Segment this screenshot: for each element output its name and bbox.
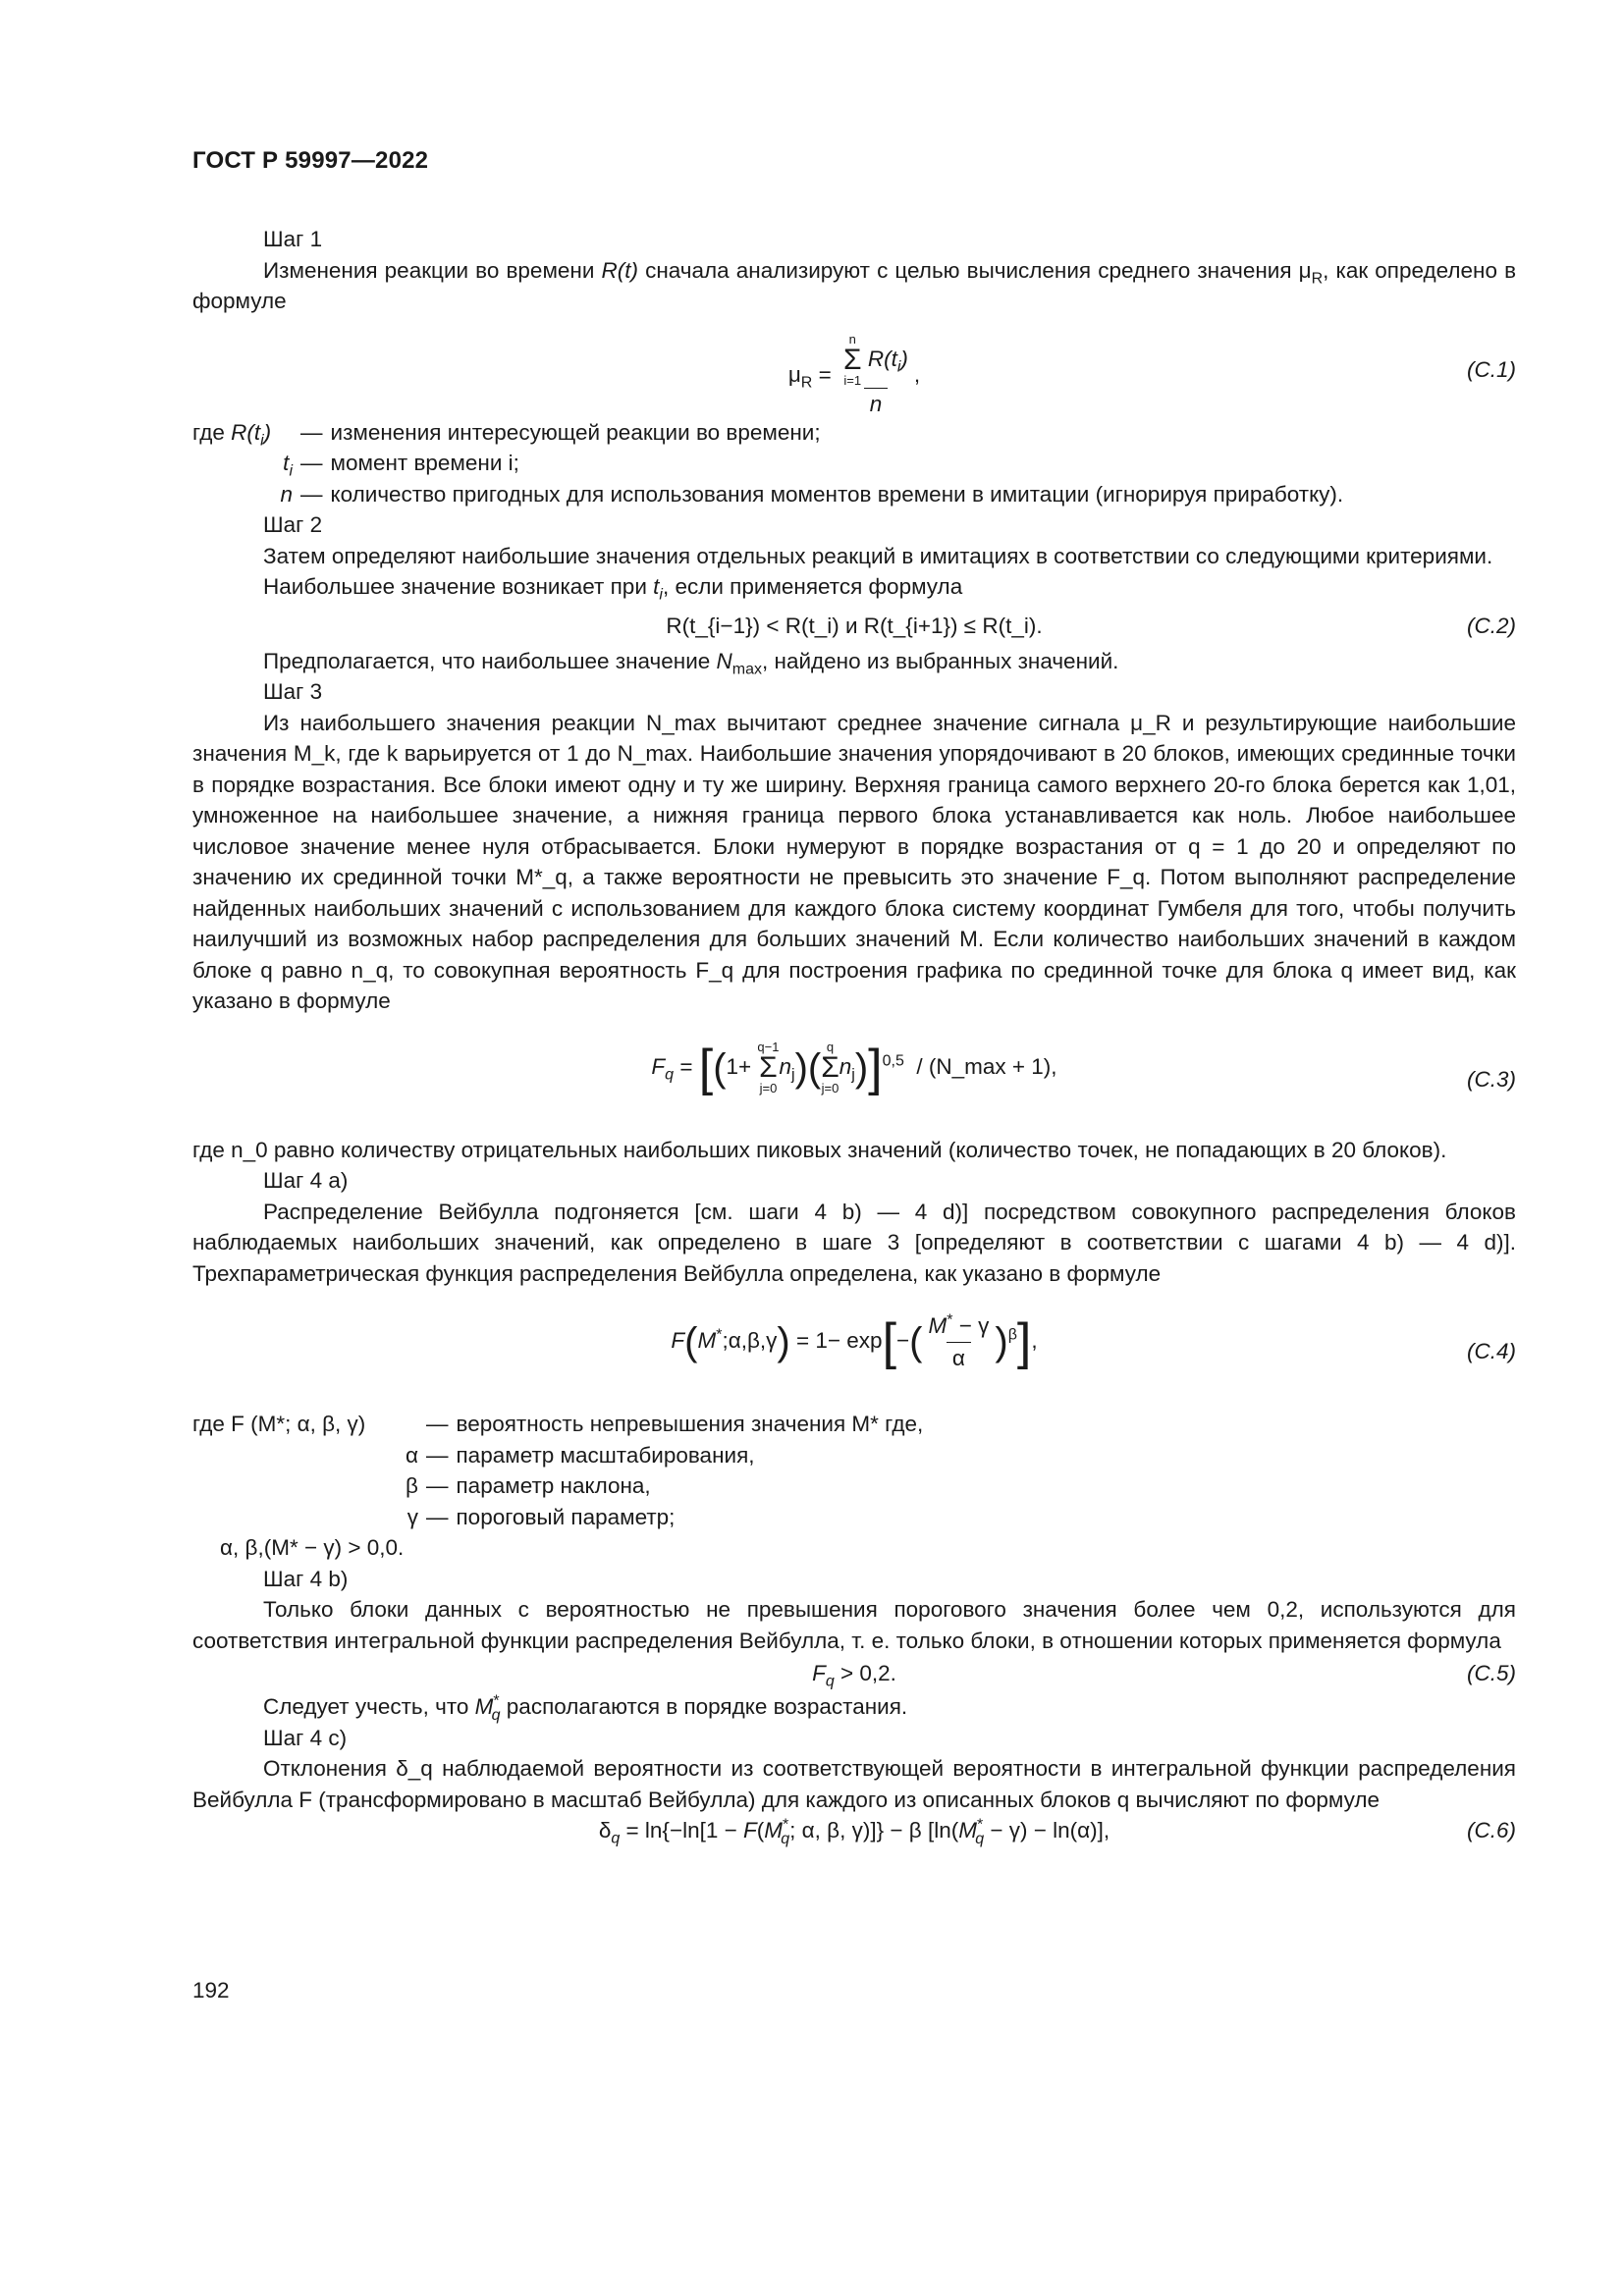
step1-title: Шаг 1 [263, 227, 323, 251]
formula-label: (С.3) [1467, 1066, 1516, 1092]
formula-c1: $\mu_R$ = n Σ i=1 $R(t_i)$ n , (С.1) [192, 327, 1516, 413]
step1-text: Изменения реакции во времени R(t) сначала анализируют с целью вычисления среднего значения $\mu_R$, как определено в формуле [192, 257, 1517, 313]
definition-row: где F (M*; α, β, γ) — вероятность непревышения значения M* где, [192, 1412, 924, 1436]
step2-text: Затем определяют наибольшие значения отдельных реакций в имитациях в соответствии со следующими критериями. [263, 543, 1493, 568]
definition-row: γ — пороговый параметр; [406, 1504, 676, 1529]
formula-c2-expr: R(t_{i−1}) < R(t_i) и R(t_{i+1}) ≤ R(t_i). [666, 613, 1043, 638]
document-body [192, 224, 1516, 1850]
formula-c4: F(M*;α,β,γ) = 1− exp[−( $\frac{M^* - \gamma}{\alpha}$ )$^\beta$], (С.4) [192, 1297, 1516, 1399]
after-c2: Предполагается, что наибольшее значение $N_{max}$, найдено из выбранных значений. [263, 648, 1119, 677]
step4c-title: Шаг 4 с) [263, 1725, 348, 1750]
step3-text: Из наибольшего значения реакции N_max вычитают среднее значение сигнала μ_R и результирующие наибольшие значения M_k, где k варьируется от 1 до N_max. Наибольшие значения упорядочивают в 20 блоков, имеющих срединные точки в порядке возрастания. Все блоки имеют одну и ту же ширину. Верхняя граница самого верхнего 20-го блока берется как 1,01, умноженное на наибольшее значение, а нижняя граница первого блока устанавливается как ноль. Любое наибольшее числовое значение менее нуля отбрасывается. Блоки нумеруют в порядке возрастания от q = 1 до 20 и определяют по значению их срединной точки M*_q, а также вероятности не превысить это значение F_q. Потом выполняют распределение найденных наибольших значений с использованием для каждого блока систему координат Гумбеля для того, чтобы получить наилучший из возможных набор распределения для больших значений M. Если количество наибольших значений в каждом блоке q равно n_q, то совокупная вероятность F_q для построения графика по срединной точке для блока q имеет вид, как указано в формуле [192, 710, 1516, 1013]
definition-row: n — количество пригодных для использования моментов времени в имитации (игнорируя приработку). [280, 481, 1344, 507]
formula-c5: $F_q > 0,2$. (С.5) [192, 1656, 1516, 1691]
formula-c6: $\delta_q = \ln\{-\ln[1 - F(M^*_q$; α, β, γ)]} − β $[\ln(M^*_q - \gamma) - \ln(\alpha)]$, (С.6) [598, 1816, 1516, 1847]
step4b-title: Шаг 4 b) [263, 1566, 349, 1591]
step4c-text: Отклонения δ_q наблюдаемой вероятности из соответствующей вероятности в интегральной функции распределения Вейбулла F (трансформировано в масштаб Вейбулла) для каждого из описанных блоков q вычисляют по формуле [192, 1756, 1516, 1812]
after-c5: Следует учесть, что $M^*_q$ располагаются в порядке возрастания. [263, 1692, 908, 1724]
formula-c2 [192, 607, 1516, 646]
definition-row: α — параметр масштабирования, [405, 1442, 755, 1468]
formula-label: (С.4) [1467, 1339, 1516, 1363]
formula-label: (С.5) [1467, 1661, 1516, 1685]
page-number: 192 [192, 1978, 230, 2002]
step4b-text: Только блоки данных с вероятностью не превышения порогового значения более чем 0,2, используются для соответствия интегральной функции распределения Вейбулла, т. е. только блоки, в отношении которых применяется формула [192, 1597, 1516, 1653]
after-c3: где n_0 равно количеству отрицательных наибольших пиковых значений (количество точек, не попадающих в 20 блоков). [192, 1137, 1447, 1162]
step2-title: Шаг 2 [263, 512, 323, 537]
definition-row: $t_i$ — момент времени i; [283, 451, 519, 480]
formula-label: (С.6) [1467, 1818, 1516, 1842]
formula-label: (С.1) [1467, 356, 1516, 382]
document-code: ГОСТ Р 59997—2022 [192, 147, 429, 174]
step3-title: Шаг 3 [263, 679, 323, 704]
definitions-c4 [192, 1409, 1516, 1564]
definition-row: β — параметр наклона, [406, 1473, 651, 1498]
definition-row: где $R(t_i)$ — изменения интересующей реакции во времени; [192, 419, 821, 449]
step2-text2: Наибольшее значение возникает при $t_i$, если применяется формула [263, 574, 963, 604]
fraction: n Σ i=1 $R(t_i)$ n [838, 333, 914, 420]
formula-c3: $F_q = [(1+$ q−1 Σ j=0 $n_j$)( q Σ j=0 $n_j)]^{0,5}$ / (N_max + 1), (С.3) [651, 1039, 1516, 1096]
definitions-c1 [192, 417, 1516, 510]
condition: α, β,(M* − γ) > 0,0. [220, 1535, 405, 1560]
step4a-title: Шаг 4 а) [263, 1168, 349, 1193]
formula-label: (С.2) [1467, 613, 1516, 638]
step4a-text: Распределение Вейбулла подгоняется [см. шаги 4 b) — 4 d)] посредством совокупного распределения блоков наблюдаемых наибольших значений, как определено в шаге 3 [определяют в соответствии с шагами 4 b) — 4 d)]. Трехпараметрическая функция распределения Вейбулла определена, как указано в формуле [192, 1199, 1516, 1286]
